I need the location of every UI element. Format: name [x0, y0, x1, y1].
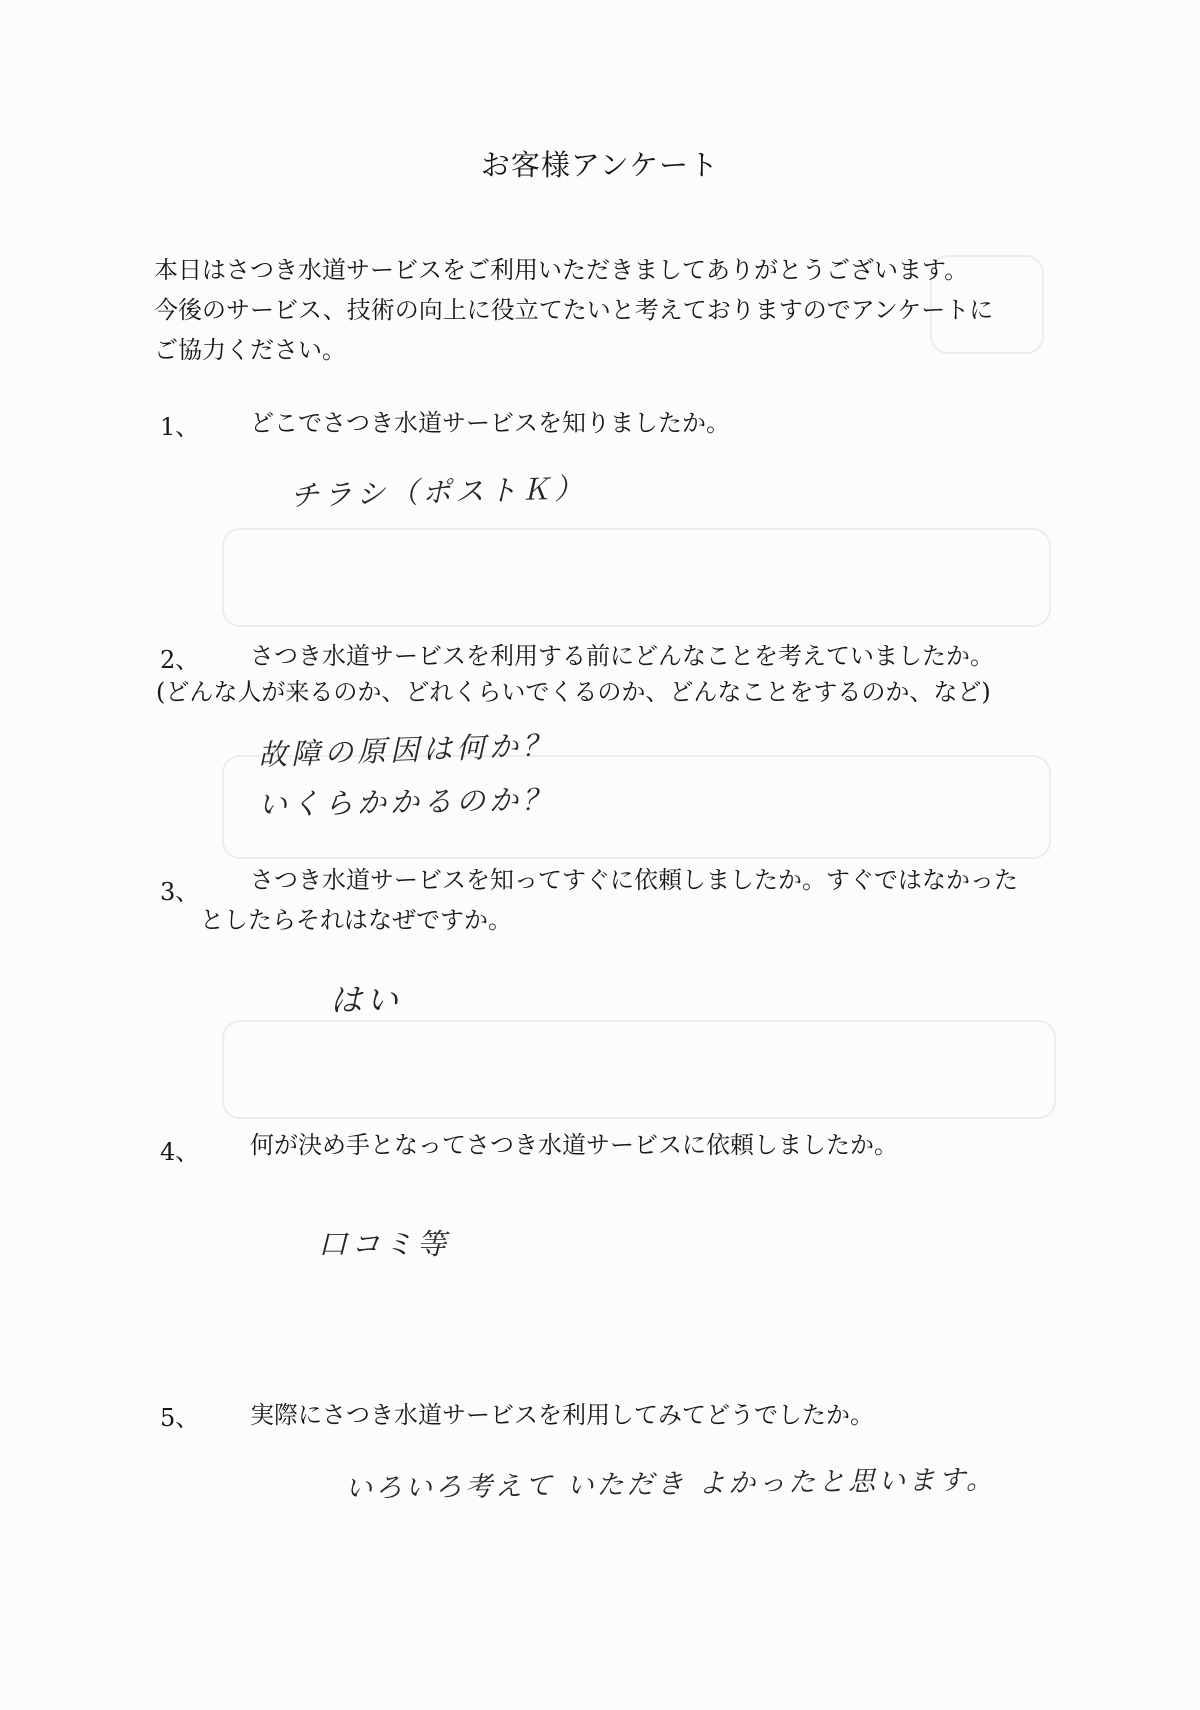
- question-1-number: 1、: [160, 413, 200, 441]
- question-2-answer-line-1: 故障の原因は何か？: [257, 727, 556, 773]
- question-5-answer: いろいろ考えて いただき よかったと思います。: [344, 1464, 997, 1505]
- question-5-text: 実際にさつき水道サービスを利用してみてどうでしたか。: [250, 1401, 874, 1429]
- bleed-through-box: [222, 1020, 1056, 1119]
- question-2-subtext: (どんな人が来るのか、どれくらいでくるのか、どんなことをするのか、など): [156, 678, 991, 706]
- question-3-subtext: としたらそれはなぜですか。: [200, 906, 512, 934]
- intro-line-2: 今後のサービス、技術の向上に役立てたいと考えておりますのでアンケートに: [154, 296, 994, 324]
- question-1-text: どこでさつき水道サービスを知りましたか。: [250, 409, 730, 437]
- question-4-answer: 口コミ等: [318, 1227, 451, 1261]
- question-2-text: さつき水道サービスを利用する前にどんなことを考えていましたか。: [250, 642, 994, 670]
- bleed-through-box: [222, 528, 1051, 627]
- question-5-number: 5、: [160, 1404, 200, 1432]
- question-4-text: 何が決め手となってさつき水道サービスに依頼しましたか。: [250, 1131, 898, 1159]
- question-2-answer-line-2: いくらかかるのか？: [257, 782, 556, 822]
- intro-line-1: 本日はさつき水道サービスをご利用いただきましてありがとうございます。: [154, 256, 969, 284]
- question-3-number: 3、: [160, 878, 200, 906]
- question-4-number: 4、: [160, 1138, 200, 1166]
- question-2-number: 2、: [160, 646, 200, 674]
- intro-line-3: ご協力ください。: [154, 336, 346, 364]
- question-1-answer: チラシ（ポストＫ）: [289, 471, 588, 513]
- question-3-answer: はい: [330, 981, 403, 1019]
- question-3-text: さつき水道サービスを知ってすぐに依頼しましたか。すぐではなかった: [250, 866, 1018, 894]
- survey-title: お客様アンケート: [480, 148, 720, 182]
